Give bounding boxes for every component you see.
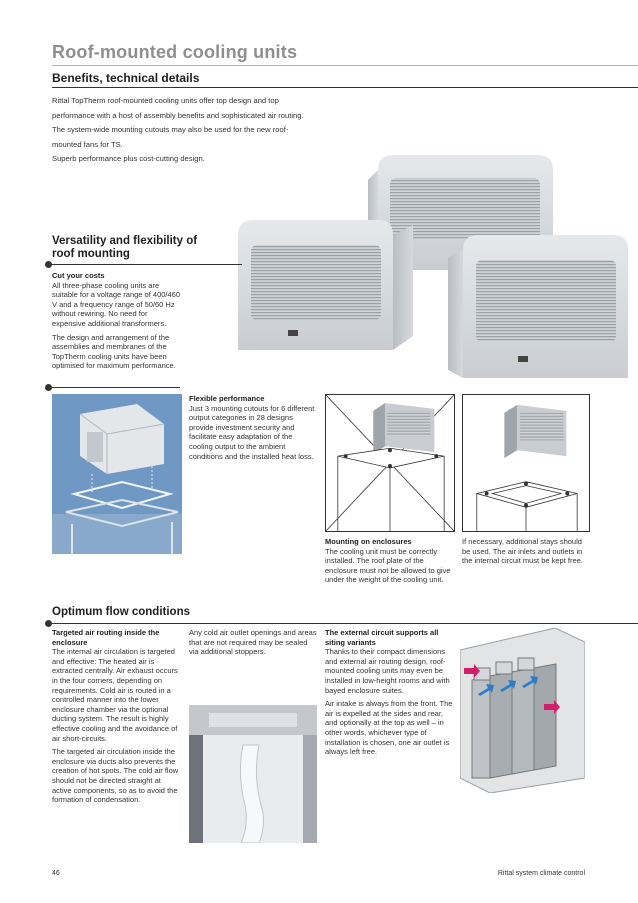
flow-col1-paragraph-1: The internal air circulation is targeted and effective: The heated air is extracted centrally. Air exhaust occurs in the four corners, depending on requirements. Cold air is routed in a controlled manner into the lower enclosure chamber via the optional ducting system. The result is highly effective cooling and the avoidance of air short-circuits. [52, 647, 178, 743]
section-bullet [45, 384, 52, 391]
versatility-heading-line-1: Versatility and flexibility of [52, 235, 198, 247]
enclosure-suite-illustration [460, 628, 585, 793]
section-bullet [45, 620, 52, 627]
flow-col2-text: Any cold air outlet openings and areas that are not required may be sealed via additional stoppers. [189, 628, 317, 657]
page-title: Roof-mounted cooling units [52, 42, 298, 62]
stays-diagram [462, 394, 590, 532]
intro-paragraph-2: The system-wide mounting cutouts may also be used for the new roof-mounted fans for TS. [52, 125, 289, 149]
flow-col1-paragraph-2: The targeted air circulation inside the enclosure via ducts also prevents the creation of hot spots. The cold air flow should not be directed straight at active components, so as to avoid the formation of condensation. [52, 747, 179, 805]
subtitle-divider [52, 87, 638, 88]
flow-col3-paragraph-2: Air intake is always from the front. The air is expelled at the sides and rear, and optionally at the top as well – in other words, whichever type of installation is chosen, one air outlet is always left free. [325, 699, 453, 757]
mounting-text: The cooling unit must be correctly installed. The roof plate of the enclosure must not be allowed to give under the weight of the cooling unit. [325, 546, 451, 585]
section-bullet [45, 261, 52, 268]
mounting-title: Mounting on enclosures [325, 537, 412, 546]
mounting-diagram [325, 394, 455, 532]
page-number: 46 [52, 870, 60, 877]
versatility-heading-line-2: roof mounting [52, 248, 130, 260]
flow-column-1 [52, 628, 180, 809]
flow-heading: Optimum flow conditions [52, 606, 190, 618]
stays-text: If necessary, additional stays should be used. The air inlets and outlets in the internal circuit must be kept free. [462, 537, 583, 566]
mounting-photo [52, 394, 182, 554]
cut-costs-block [52, 271, 180, 375]
versatility-heading [52, 235, 242, 261]
versatility-bottom-divider [52, 387, 180, 388]
page-subtitle: Benefits, technical details [52, 71, 200, 85]
ducting-photo [189, 705, 317, 843]
flow-column-3 [325, 628, 455, 761]
cut-costs-paragraph-1: All three-phase cooling units are suitable for a voltage range of 400/460 V and a frequency range of 50/60 Hz without rewiring. No need for expensive additional transformers. [52, 280, 181, 328]
flexible-block [189, 394, 317, 465]
cut-costs-title: Cut your costs [52, 271, 105, 280]
flow-divider [52, 623, 638, 624]
flexible-text: Just 3 mounting cutouts for 6 different output categories in 28 designs provide investment security and facilitate easy adaptation of the cooling output to the ambient conditions and the installed heat loss. [189, 403, 315, 461]
flow-col3-paragraph-1: Thanks to their compact dimensions and external air routing design, roof-mounted cooling units may even be installed in low-height rooms and with bayed enclosure suites. [325, 647, 450, 695]
versatility-divider [52, 264, 242, 265]
stays-block [462, 537, 590, 570]
flow-col3-title: The external circuit supports all siting variants [325, 628, 439, 647]
mounting-block [325, 537, 455, 589]
cut-costs-paragraph-2: The design and arrangement of the assemblies and membranes of the TopTherm cooling units have been optimised for maximum performance. [52, 332, 176, 371]
title-divider [52, 65, 638, 66]
flow-col1-title: Targeted air routing inside the enclosure [52, 628, 160, 647]
flow-column-2 [189, 628, 317, 661]
intro-paragraph-1: Rittal TopTherm roof-mounted cooling units offer top design and top performance with a host of assembly benefits and sophisticated air routing. [52, 96, 304, 120]
flexible-title: Flexible performance [189, 394, 265, 403]
cooling-units-photo [218, 150, 638, 386]
intro-paragraph-3: Superb performance plus cost-cutting design. [52, 154, 205, 164]
footer-brand: Rittal system climate control [497, 870, 585, 877]
